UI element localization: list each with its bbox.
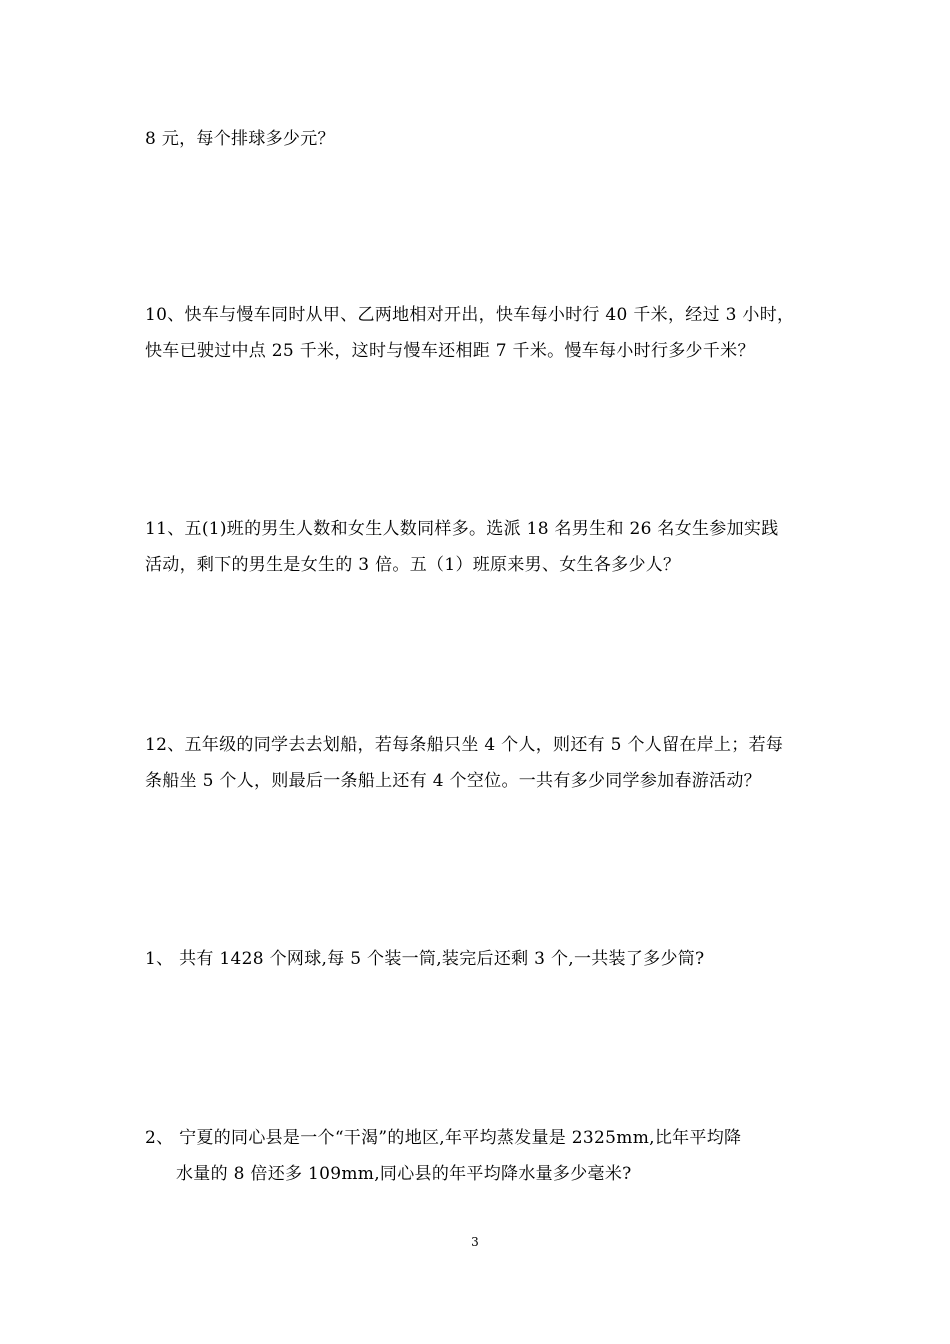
page-number: 3: [471, 1235, 479, 1249]
problem-11-line-1: 11、五(1)班的男生人数和女生人数同样多。选派 18 名男生和 26 名女生参加实践: [145, 519, 779, 539]
problem-11-line-2: 活动，剩下的男生是女生的 3 倍。五（1）班原来男、女生各多少人？: [145, 555, 681, 575]
problem-9-line-1: 8 元，每个排球多少元？: [145, 129, 335, 149]
problem-10-line-2: 快车已驶过中点 25 千米，这时与慢车还相距 7 千米。慢车每小时行多少千米？: [145, 341, 755, 361]
problem-2-line-1: 2、 宁夏的同心县是一个“干渴”的地区,年平均蒸发量是 2325mm,比年平均降: [145, 1128, 742, 1148]
problem-2-line-2: 水量的 8 倍还多 109mm,同心县的年平均降水量多少毫米?: [176, 1164, 632, 1184]
problem-12-line-2: 条船坐 5 个人，则最后一条船上还有 4 个空位。一共有多少同学参加春游活动？: [145, 771, 761, 791]
problem-1-line-1: 1、 共有 1428 个网球,每 5 个装一筒,装完后还剩 3 个,一共装了多少筒?: [145, 949, 705, 969]
problem-10-line-1: 10、快车与慢车同时从甲、乙两地相对开出，快车每小时行 40 千米，经过 3 小时，: [145, 305, 795, 325]
problem-12-line-1: 12、五年级的同学去去划船，若每条船只坐 4 个人，则还有 5 个人留在岸上；若每: [145, 735, 784, 755]
